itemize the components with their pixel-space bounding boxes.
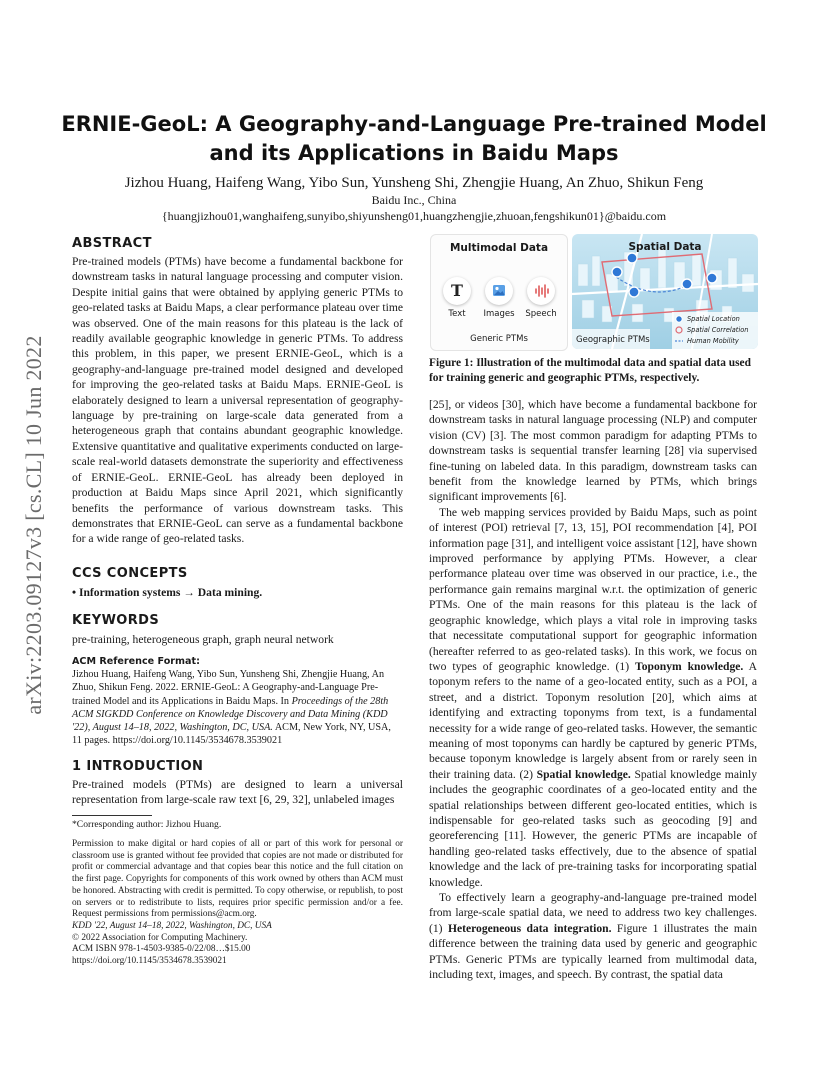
right-paragraph-1: [25], or videos [30], which have become a fundamental backbone for downstream tasks in natural language processing (NLP) and computer vision (CV) [3]. The most common paradigm for adapting PTMs to downstream tasks is sequential transfer learning [28] via supervised fine-tuning on labeled data. In this paradigm, downstream tasks can benefit from the knowledge learned by PTMs, which brings significant improvements [6]. [429,398,757,504]
abstract-heading: ABSTRACT [72,236,152,251]
multimodal-title: Multimodal Data [449,242,549,254]
permission-copyright: © 2022 Association for Computing Machinery. [72,932,248,943]
permission-isbn: ACM ISBN 978-1-4503-9385-0/22/08…$15.00 [72,944,251,955]
acm-reference [72,668,403,748]
spatial-panel [572,234,758,349]
legend-spatial-correlation: Spatial Correlation [687,326,749,334]
text-icon-glyph: T [451,281,463,300]
right-p2-part-b: A toponym refers to the name of a geo-located entity, such as a POI, a street, and a district. Toponym resolution [20], which aims at identifying and extracting toponyms from text, is a fundamental necessity for a wide range of geo-related tasks. However, the semantic meaning of most toponyms can hardly be captured by generic PTMs, because toponym knowledge is largely absent from or rarely seen in their training data. (2) [429,659,758,781]
spatial-title: Spatial Data [628,241,702,253]
right-p2-part-a: The web mapping services provided by Baidu Maps, such as point of interest (POI) retrieval [7, 13, 15], POI recommendation [4], POI information page [31], and intelligent voice assistant [12], have shown improved performance by applying PTMs. However, a clear performance plateau over time was observed in our practice, i.e., the performance gain remains marginal w.r.t. the optimization of generic PTMs. One of the main reasons for this plateau is the lack of geographic knowledge, which plays a vital role in improving tasks that necessitate computational support for geographic information (hereafter referred to as geo-related tasks). In this work, we focus on two types of geographic knowledge. (1) [429,505,757,673]
label-text: Text [448,309,466,319]
right-column [429,397,757,982]
right-p2-spatial: Spatial knowledge. [536,767,631,781]
audio-wave-graphic [527,277,555,305]
arxiv-id: arXiv:2203.09127v3 [cs.CL] 10 Jun 2022 [21,335,46,715]
title-line-1: ERNIE-GeoL: A Geography-and-Language Pre-trained Model [61,112,767,136]
image-icon [485,277,513,305]
right-p2-part-c: Spatial knowledge mainly includes the geographic coordinates of a geo-located entity and the spatial relationships between different geo-located entities, which is indispensable for geo-related tasks such as geocoding [9] and georeferencing [11]. However, the generic PTMs are incapable of handling geo-related tasks effectively, due to the absence of spatial knowledge and the lack of pre-training tasks for incorporating spatial knowledge. [429,767,757,889]
image-icon-graphic [485,277,513,305]
abstract-text: Pre-trained models (PTMs) have become a fundamental backbone for downstream tasks in natural language processing and computer vision. Despite initial gains that were obtained by applying generic PTMs to geo-related tasks at Baidu Maps, a clear performance plateau over time was observed. One of the main reasons for this plateau is the lack of readily available geographic knowledge in generic PTMs. To address this problem, in this paper, we present ERNIE-GeoL, which is a geography-and-language pre-trained model designed and developed for improving the geo-related tasks at Baidu Maps. ERNIE-GeoL is elaborately designed to learn a universal representation of geography-language by pre-training on large-scale data generated from a heterogeneous graph that contains abundant geographic knowledge. Extensive quantitative and qualitative experiments conducted on large-scale real-world datasets demonstrate the superiority and effectiveness of ERNIE-GeoL. ERNIE-GeoL has already been deployed in production at Baidu Maps since April 2021, which significantly benefits the performance of various downstream tasks. This demonstrates that ERNIE-GeoL can serve as a fundamental backbone for a wide range of geo-related tasks. [72,255,403,546]
right-paragraph-2 [429,505,757,890]
right-paragraph-3 [429,890,757,982]
figure-1 [430,234,758,350]
keywords-heading: KEYWORDS [72,613,160,628]
abstract-body [72,254,403,547]
text-icon [443,277,471,305]
figure-caption: Figure 1: Illustration of the multimodal data and spatial data used for training generic and geographic PTMs, respectively. [429,357,751,385]
right-p3-part-b: Figure 1 illustrates the main difference between the training data used by generic and geographic PTMs. Generic PTMs are typically learned from multimodal data, including text, images, and speech. By contrast, the spatial data [429,921,758,982]
legend-spatial-location: Spatial Location [687,315,740,323]
intro-heading: 1 INTRODUCTION [72,759,204,774]
legend-human-mobility: Human Mobility [687,337,739,345]
title-line-2: and its Applications in Baidu Maps [209,141,619,165]
acm-ref-venue: Proceedings of the 28th ACM SIGKDD Conference on Knowledge Discovery and Data Mining (KDD '22), August 14–18, 2022, Washington, DC, USA. [72,695,389,734]
permission-text: Permission to make digital or hard copies of all or part of this work for personal or classroom use is granted without fee provided that copies are not made or distributed for profit or commercial advantage and that copies bear this notice and the full citation on the first page. Copyrights for components of this work owned by others than ACM must be honored. Abstracting with credit is permitted. To copy otherwise, or republish, to post on servers or to redistribute to lists, requires prior specific permission and/or a fee. Request permissions from permissions@acm.org. [72,839,403,920]
audio-wave-icon [527,277,555,305]
right-p3-part-a: To effectively learn a geography-and-language pre-trained model from large-scale spatial data, we need to address two key challenges. (1) [429,891,757,935]
ccs-concepts [72,585,403,600]
multimodal-panel [430,234,568,351]
footnote-rule [72,815,152,816]
permission-doi: https://doi.org/10.1145/3534678.3539021 [72,956,227,967]
arxiv-stamp [14,290,54,760]
right-p3-heterogeneous: Heterogeneous data integration. [447,921,612,935]
label-images: Images [483,309,515,319]
author-emails: {huangjizhou01,wanghaifeng,sunyibo,shiyunsheng01,huangzhengjie,zhuoan,fengshikun01}@baidu.com [161,209,667,223]
geographic-ptms-label: Geographic PTMs [576,335,650,345]
right-p2-toponym: Toponym knowledge. [635,659,744,673]
acm-ref-publisher: ACM, New York, NY, USA, 11 pages. https://doi.org/10.1145/3534678.3539021 [72,722,391,747]
acm-ref-heading: ACM Reference Format: [72,656,200,667]
label-speech: Speech [525,309,557,319]
generic-ptms-label: Generic PTMs [470,334,528,344]
permission-block [72,839,403,968]
intro-text: Pre-trained models (PTMs) are designed to learn a universal representation from large-scale raw text [6, 29, 32], unlabeled images [72,778,403,807]
ccs-heading: CCS CONCEPTS [72,566,188,581]
footnote: *Corresponding author: Jizhou Huang. [72,819,222,830]
keywords-text: pre-training, heterogeneous graph, graph neural network [72,633,334,646]
permission-conference: KDD '22, August 14–18, 2022, Washington, DC, USA [72,920,272,931]
ccs-text: • Information systems → Data mining. [72,586,263,599]
paper-title [60,110,768,168]
affiliation: Baidu Inc., China [371,193,457,207]
authors: Jizhou Huang, Haifeng Wang, Yibo Sun, Yunsheng Shi, Zhengjie Huang, An Zhuo, Shikun Feng [124,175,704,191]
acm-ref-authors: Jizhou Huang, Haifeng Wang, Yibo Sun, Yunsheng Shi, Zhengjie Huang, An Zhuo, Shikun Feng. 2022. ERNIE-GeoL: A Geography-and-Language Pre-trained Model and its Applications in Baidu Maps. In [72,669,385,707]
intro-body [72,777,403,808]
